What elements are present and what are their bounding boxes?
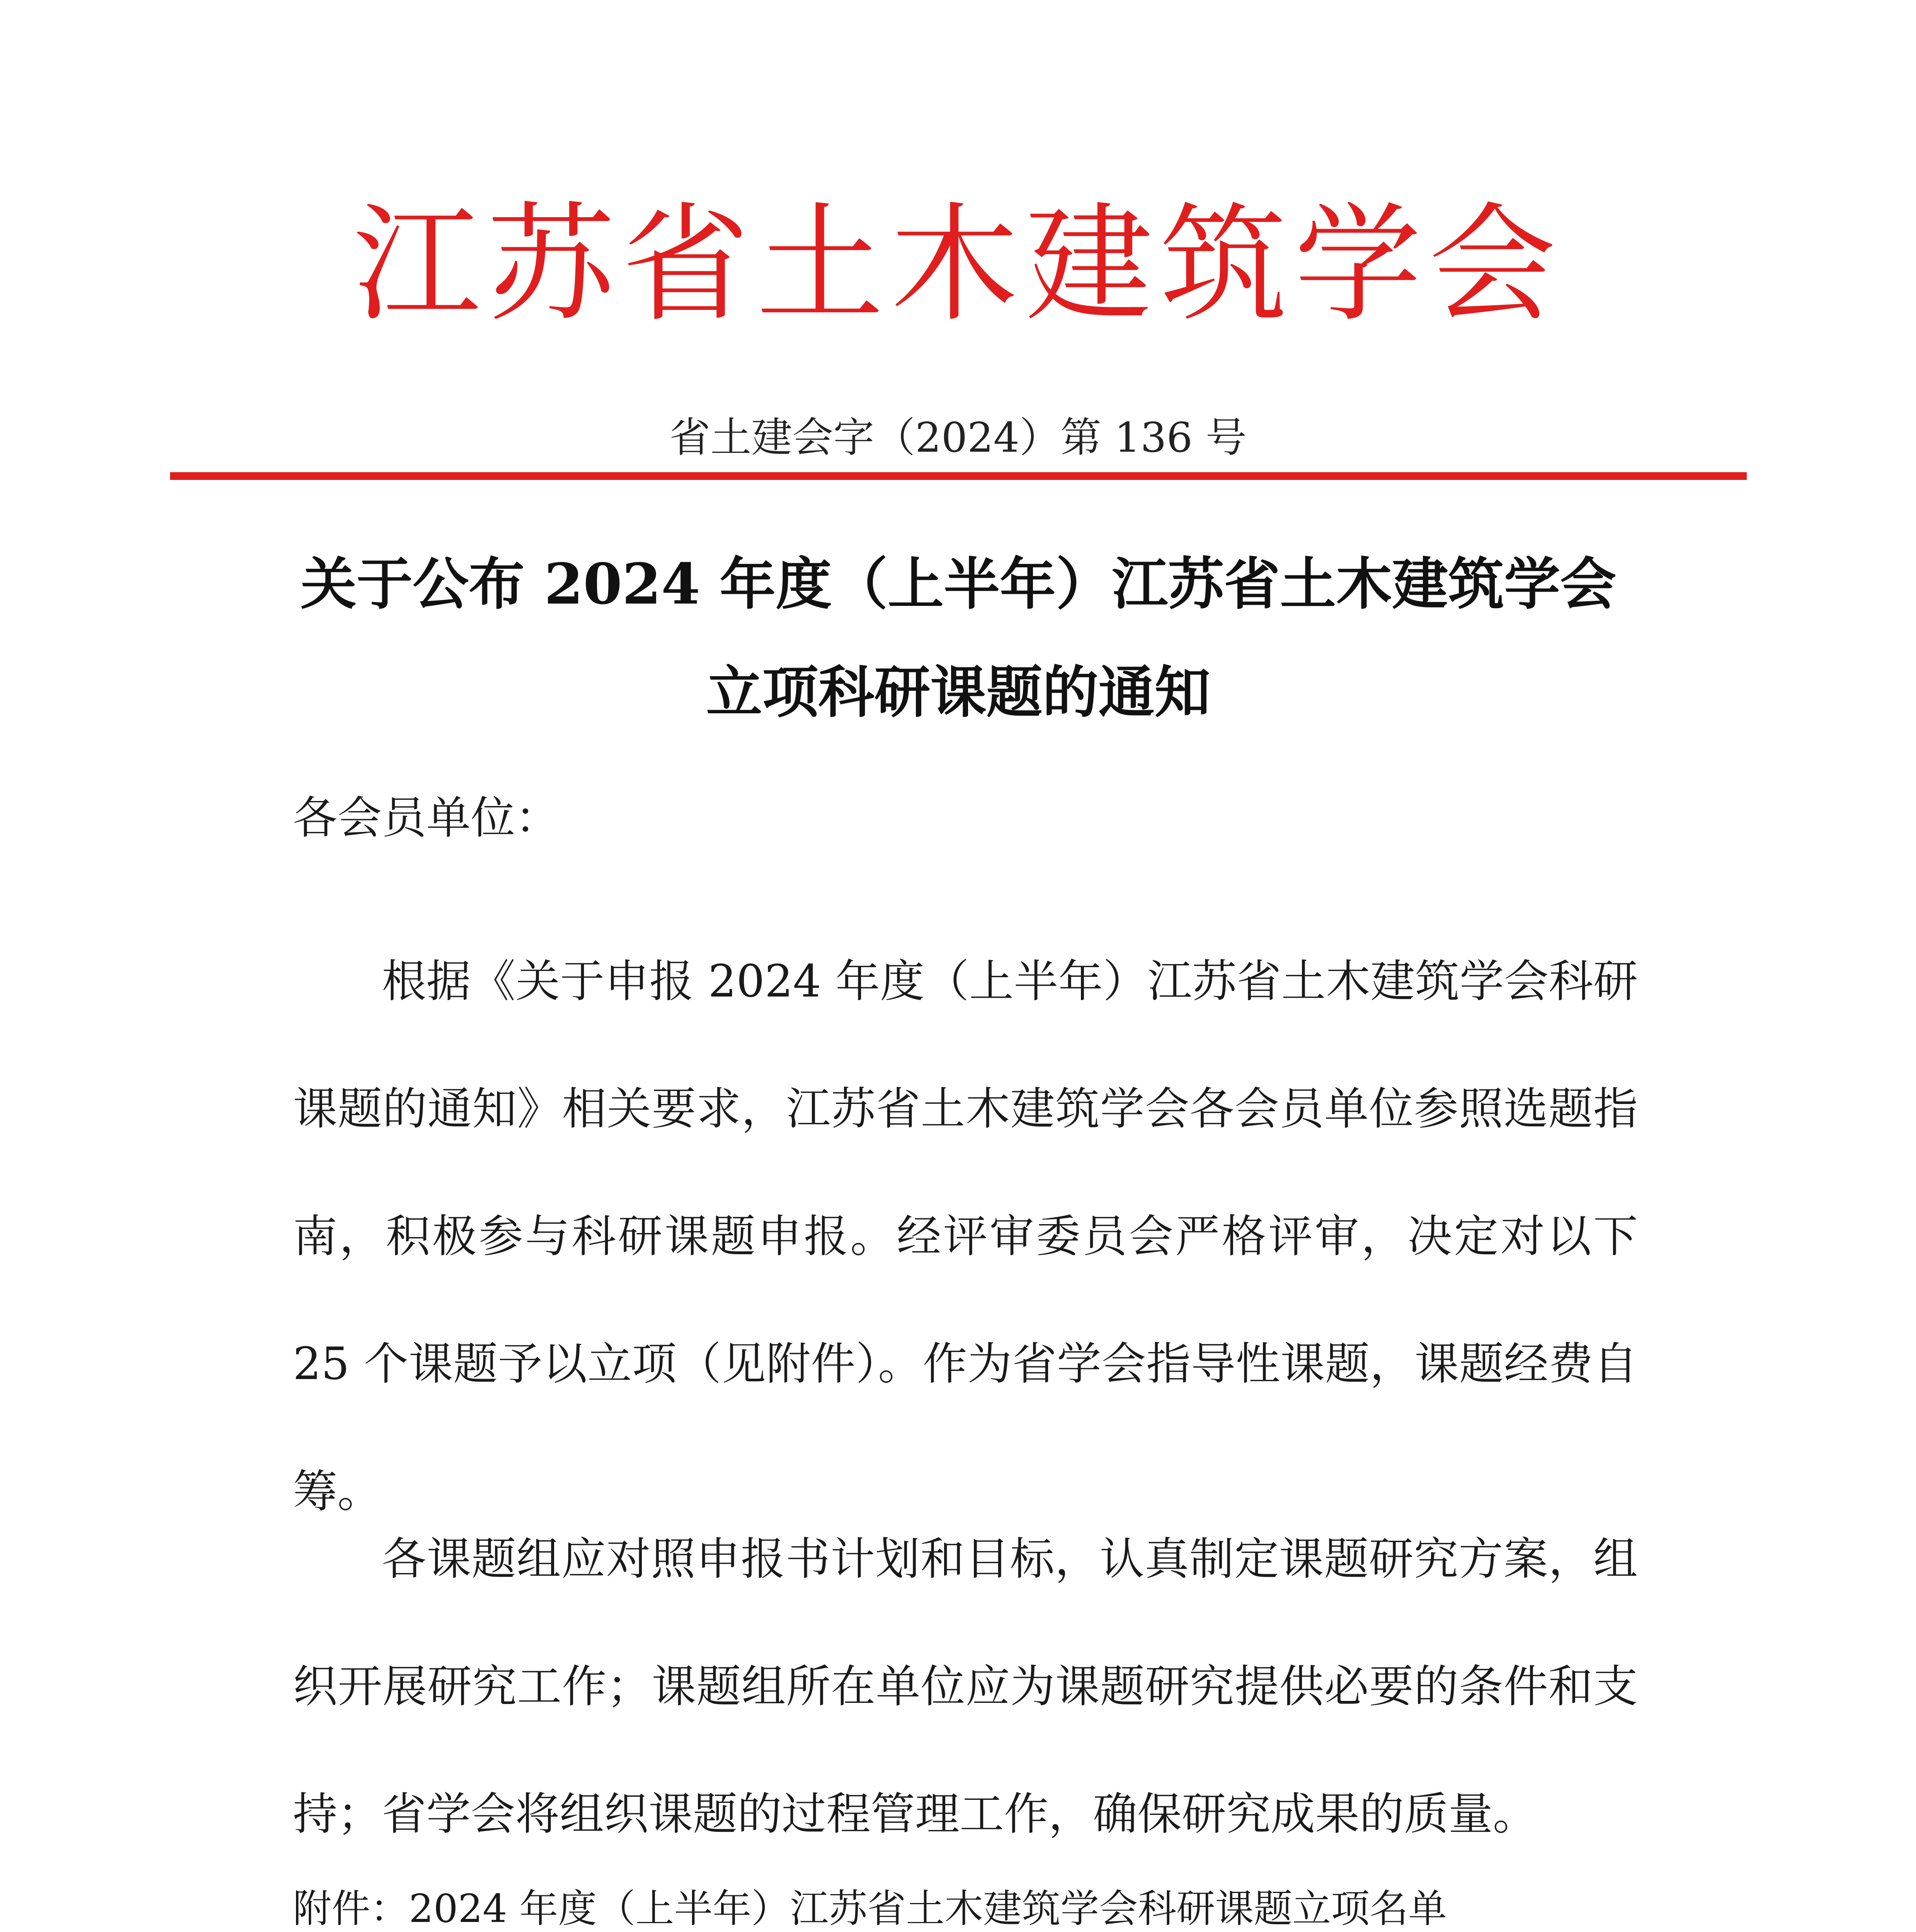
organization-header: 江苏省土木建筑学会	[353, 190, 1563, 339]
header-divider	[170, 472, 1747, 480]
body-paragraph-2: 各课题组应对照申报书计划和目标，认真制定课题研究方案，组织开展研究工作；课题组所在单位应为课题研究提供必要的条件和支持；省学会将组织课题的过程管理工作，确保研究成果的质量。	[293, 1533, 1638, 1840]
body-paragraph-1: 根据《关于申报 2024 年度（上半年）江苏省土木建筑学会科研课题的通知》相关要求，江苏省土木建筑学会各会员单位参照选题指南，积极参与科研课题申报。经评审委员会严格评审，决定对以下 25 个课题予以立项（见附件）。作为省学会指导性课题，课题经费自筹。	[293, 956, 1638, 1517]
notice-title-line-1: 关于公布 2024 年度（上半年）江苏省土木建筑学会	[300, 551, 1617, 617]
salutation: 各会员单位：	[293, 792, 560, 844]
attachment-note: 附件：2024 年度（上半年）江苏省土木建筑学会科研课题立项名单	[293, 1886, 1447, 1931]
notice-title-line-2: 立项科研课题的通知	[706, 660, 1211, 725]
document-number: 省土建会字（2024）第 136 号	[669, 414, 1247, 461]
